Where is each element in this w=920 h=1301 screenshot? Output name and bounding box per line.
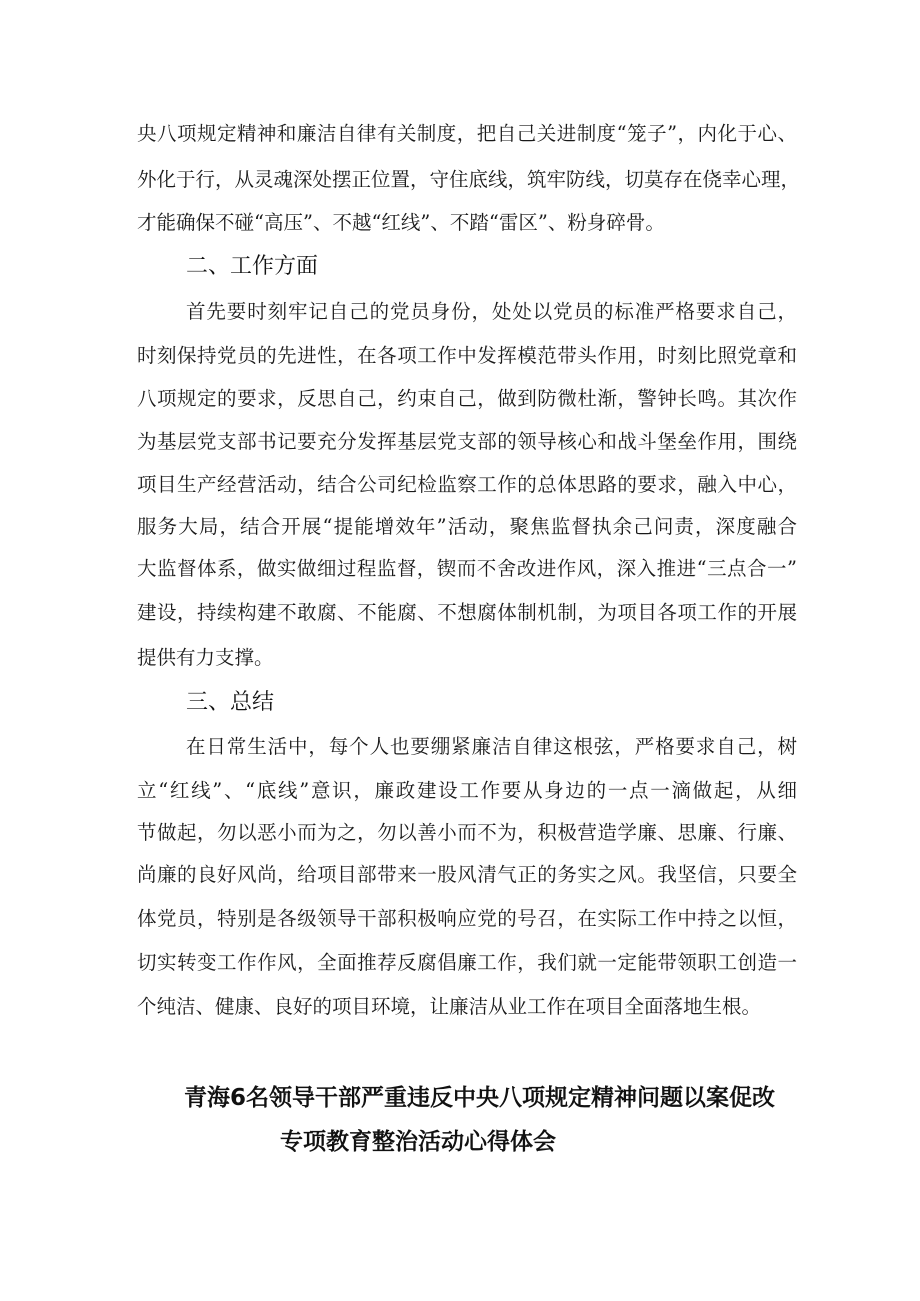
paragraph-line: 尚廉的良好风尚，给项目部带来一股风清气正的务实之风。我坚信，只要全 — [137, 863, 797, 886]
paragraph-line: 项目生产经营活动，结合公司纪检监察工作的总体思路的要求，融入中心， — [137, 473, 797, 496]
paragraph-line: 切实转变工作作风，全面推荐反腐倡廉工作，我们就一定能带领职工创造一 — [137, 951, 797, 974]
paragraph-line: 建设，持续构建不敢腐、不能腐、不想腐体制机制，为项目各项工作的开展 — [137, 601, 797, 624]
paragraph-line: 八项规定的要求，反思自己，约束自己，做到防微杜渐，警钟长鸣。其次作 — [137, 387, 797, 410]
section-heading-summary: 三、总结 — [186, 690, 275, 715]
paragraph-line: 立“红线”、“底线”意识，廉政建设工作要从身边的一点一滴做起，从细 — [137, 779, 797, 802]
paragraph-line: 提供有力支撑。 — [137, 646, 274, 669]
paragraph-line: 央八项规定精神和廉洁自律有关制度，把自己关进制度“笼子”，内化于心、 — [137, 122, 797, 145]
paragraph-line: 在日常生活中，每个人也要绷紧廉洁自律这根弦，严格要求自己，树 — [186, 735, 797, 758]
paragraph-line: 首先要时刻牢记自己的党员身份，处处以党员的标准严格要求自己， — [186, 300, 797, 323]
paragraph-line: 体党员，特别是各级领导干部积极响应党的号召，在实际工作中持之以恒， — [137, 907, 797, 930]
paragraph-line: 服务大局，结合开展“提能增效年”活动，聚焦监督执余己问责，深度融合 — [137, 515, 797, 538]
section-heading-work: 二、工作方面 — [186, 254, 319, 279]
next-article-title-line2: 专项教育整治活动心得体会 — [280, 1129, 556, 1155]
paragraph-line: 大监督体系，做实做细过程监督，锲而不舍改进作风，深入推进“三点合一” — [137, 557, 797, 580]
paragraph-line: 个纯洁、健康、良好的项目环境，让廉洁从业工作在项目全面落地生根。 — [137, 995, 762, 1018]
paragraph-line: 节做起，勿以恶小而为之，勿以善小而不为，积极营造学廉、思廉、行廉、 — [137, 821, 797, 844]
paragraph-line: 为基层党支部书记要充分发挥基层党支部的领导核心和战斗堡垒作用，围绕 — [137, 430, 797, 453]
paragraph-line: 时刻保持党员的先进性，在各项工作中发挥模范带头作用，时刻比照党章和 — [137, 344, 797, 367]
paragraph-line: 才能确保不碰“高压”、不越“红线”、不踏“雷区”、粉身碎骨。 — [137, 211, 665, 234]
paragraph-line: 外化于行，从灵魂深处摆正位置，守住底线，筑牢防线，切莫存在侥幸心理， — [137, 168, 801, 191]
next-article-title-line1: 青海6名领导干部严重违反中央八项规定精神问题以案促改 — [184, 1085, 776, 1111]
